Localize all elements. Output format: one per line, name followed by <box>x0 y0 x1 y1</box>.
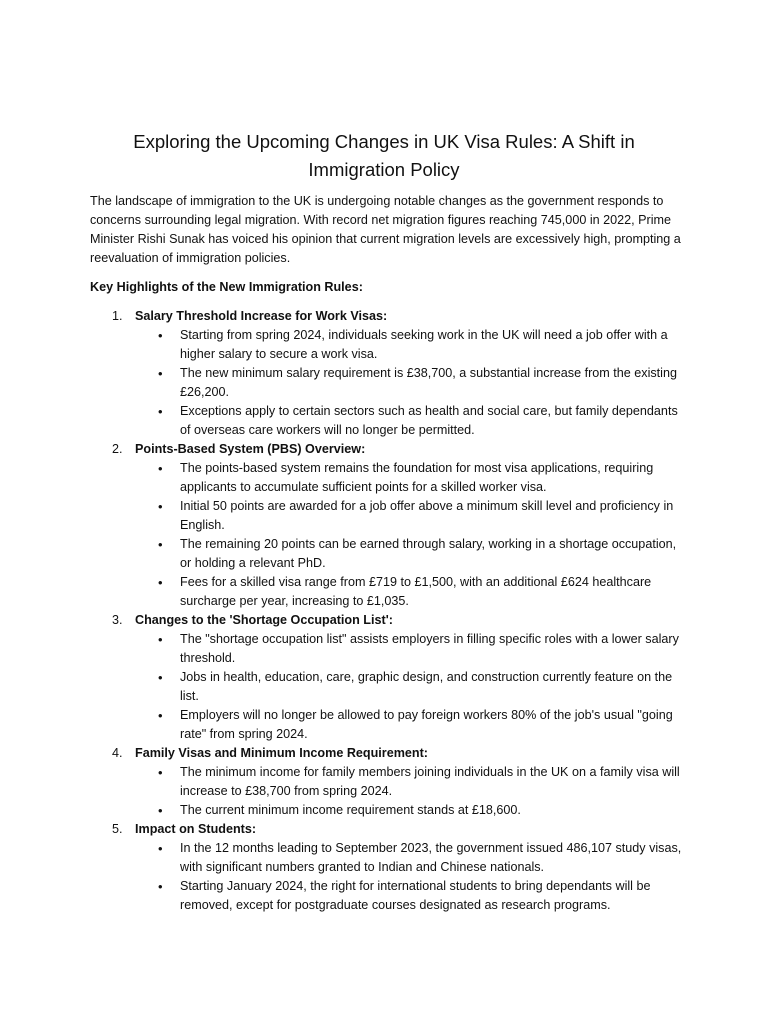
bullet-dot-icon: • <box>158 499 163 514</box>
highlights-heading: Key Highlights of the New Immigration Rules: <box>90 280 363 294</box>
section-number: 3. <box>112 613 123 627</box>
bullet-item <box>135 668 686 706</box>
bullet-text: The current minimum income requirement stands at £18,600. <box>180 803 521 817</box>
bullet-text: The remaining 20 points can be earned through salary, working in a shortage occupation, or holding a relevant PhD. <box>180 537 677 570</box>
bullet-dot-icon: • <box>158 708 163 723</box>
section-title: Impact on Students: <box>135 822 257 836</box>
bullet-text: In the 12 months leading to September 2023, the government issued 486,107 study visas, with significant numbers granted to Indian and Chinese nationals. <box>180 841 682 874</box>
bullet-item <box>135 326 686 364</box>
bullet-text: The points-based system remains the foundation for most visa applications, requiring applicants to accumulate sufficient points for a skilled worker visa. <box>180 461 654 494</box>
bullet-dot-icon: • <box>158 841 163 856</box>
bullet-item <box>135 573 686 611</box>
bullet-dot-icon: • <box>158 366 163 381</box>
bullet-text: Exceptions apply to certain sectors such as health and social care, but family dependants of overseas care workers will no longer be permitted. <box>180 404 678 437</box>
bullet-text: Initial 50 points are awarded for a job offer above a minimum skill level and proficiency in English. <box>180 499 674 532</box>
section-number: 2. <box>112 442 123 456</box>
section-item <box>90 820 686 915</box>
bullet-dot-icon: • <box>158 765 163 780</box>
section-title: Changes to the 'Shortage Occupation List': <box>135 613 393 627</box>
bullet-text: The "shortage occupation list" assists employers in filling specific roles with a lower salary threshold. <box>180 632 679 665</box>
bullet-dot-icon: • <box>158 461 163 476</box>
bullet-text: Starting January 2024, the right for international students to bring dependants will be removed, except for postgraduate courses designated as research programs. <box>180 879 651 912</box>
bullet-list <box>135 763 686 820</box>
bullet-dot-icon: • <box>158 328 163 343</box>
section-item <box>90 307 686 440</box>
section-item <box>90 440 686 611</box>
bullet-text: The minimum income for family members joining individuals in the UK on a family visa will increase to £38,700 from spring 2024. <box>180 765 680 798</box>
bullet-item <box>135 630 686 668</box>
bullet-dot-icon: • <box>158 575 163 590</box>
bullet-item <box>135 364 686 402</box>
bullet-item <box>135 402 686 440</box>
bullet-item <box>135 763 686 801</box>
bullet-dot-icon: • <box>158 879 163 894</box>
bullet-item <box>135 801 686 820</box>
bullet-list <box>135 839 686 915</box>
bullet-item <box>135 535 686 573</box>
intro-paragraph: The landscape of immigration to the UK is undergoing notable changes as the government responds to concerns surrounding legal migration. With record net migration figures reaching 745,000 in 2022, Prime Minister Rishi Sunak has voiced his opinion that current migration levels are excessively high, prompting a reevaluation of immigration policies. <box>90 194 681 265</box>
bullet-list <box>135 326 686 440</box>
bullet-text: Employers will no longer be allowed to pay foreign workers 80% of the job's usual "going rate" from spring 2024. <box>180 708 673 741</box>
bullet-dot-icon: • <box>158 537 163 552</box>
bullet-list <box>135 630 686 744</box>
page-title: Exploring the Upcoming Changes in UK Visa Rules: A Shift in Immigration Policy <box>133 131 635 180</box>
section-number: 4. <box>112 746 123 760</box>
bullet-list <box>135 459 686 611</box>
section-number: 5. <box>112 822 123 836</box>
bullet-text: The new minimum salary requirement is £38,700, a substantial increase from the existing £26,200. <box>180 366 677 399</box>
bullet-text: Starting from spring 2024, individuals seeking work in the UK will need a job offer with a higher salary to secure a work visa. <box>180 328 668 361</box>
bullet-item <box>135 706 686 744</box>
bullet-dot-icon: • <box>158 803 163 818</box>
section-item <box>90 611 686 744</box>
bullet-dot-icon: • <box>158 404 163 419</box>
bullet-item <box>135 877 686 915</box>
bullet-item <box>135 459 686 497</box>
section-title: Salary Threshold Increase for Work Visas: <box>135 309 388 323</box>
bullet-dot-icon: • <box>158 670 163 685</box>
bullet-text: Fees for a skilled visa range from £719 to £1,500, with an additional £624 healthcare surcharge per year, increasing to £1,035. <box>180 575 652 608</box>
section-number: 1. <box>112 309 123 323</box>
bullet-item <box>135 497 686 535</box>
bullet-text: Jobs in health, education, care, graphic design, and construction currently feature on the list. <box>180 670 673 703</box>
section-title: Points-Based System (PBS) Overview: <box>135 442 366 456</box>
sections-list <box>90 307 686 915</box>
section-item <box>90 744 686 820</box>
bullet-dot-icon: • <box>158 632 163 647</box>
bullet-item <box>135 839 686 877</box>
section-title: Family Visas and Minimum Income Requirement: <box>135 746 428 760</box>
